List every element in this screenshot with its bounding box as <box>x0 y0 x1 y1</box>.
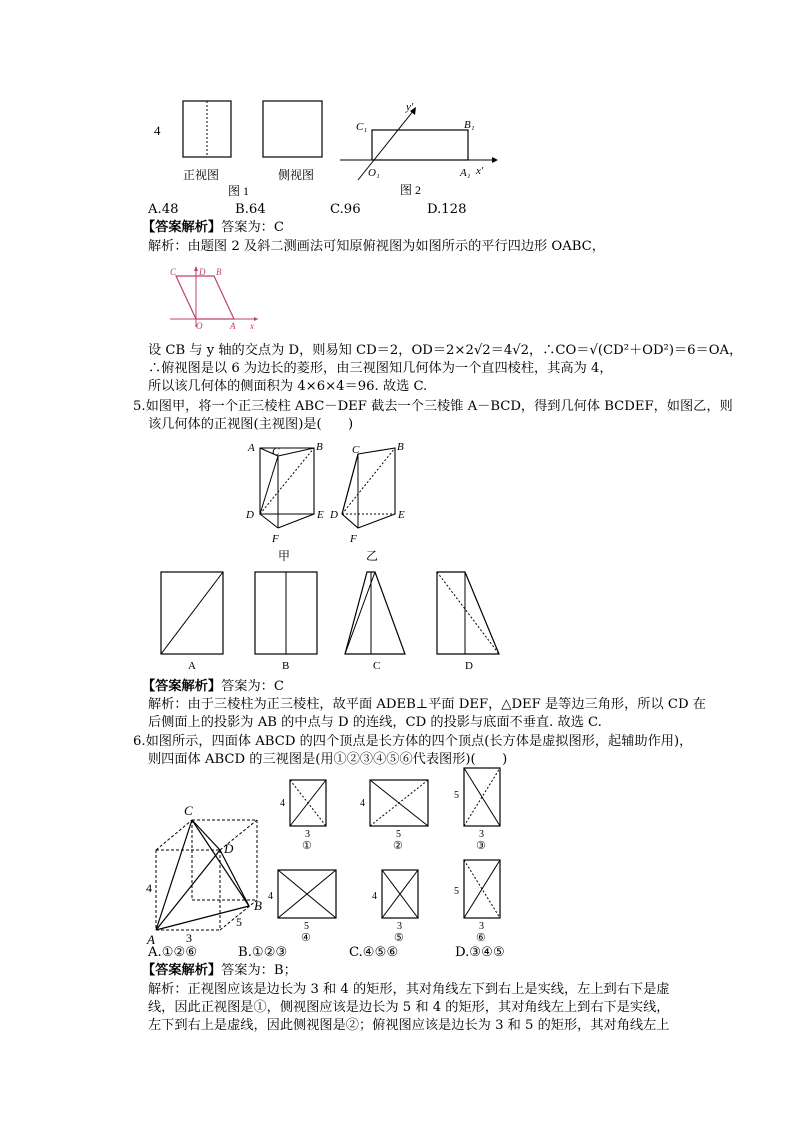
svg-text:5: 5 <box>304 921 309 932</box>
svg-text:F: F <box>272 533 279 545</box>
svg-text:3: 3 <box>479 921 484 932</box>
q6-stem-2: 则四面体 ABCD 的三视图是(用①②③④⑤⑥代表图形)( ) <box>148 752 508 767</box>
figure2-caption: 图 2 <box>400 183 422 197</box>
q5-analysis-1: 解析：由于三棱柱为正三棱柱，故平面 ADEB⊥平面 DEF，△DEF 是等边三角形，所以 CD 在 <box>148 697 706 712</box>
q5-answer-line <box>142 678 284 696</box>
svg-text:B: B <box>254 898 262 913</box>
label-x: x′ <box>476 165 484 177</box>
svg-text:⑤: ⑤ <box>394 932 404 944</box>
q6-option-d: D.③④⑤ <box>455 945 505 960</box>
svg-text:3: 3 <box>397 921 402 932</box>
svg-text:B: B <box>316 441 323 453</box>
q6-option-a: A.①②⑥ <box>148 945 198 960</box>
svg-text:①: ① <box>302 840 312 850</box>
svg-text:⑥: ⑥ <box>476 932 486 944</box>
side-view-caption: 侧视图 <box>278 168 315 182</box>
q5-stem-1: 5.如图甲，将一个正三棱柱 ABC－DEF 截去一个三棱锥 A－BCD，得到几何体 BCDEF，如图乙，则 <box>133 399 733 414</box>
svg-text:C: C <box>184 803 193 818</box>
label-yi: 乙 <box>366 549 379 563</box>
svg-text:E: E <box>317 509 324 521</box>
choice-c-label: C <box>373 660 381 672</box>
label-x-small: x <box>250 321 254 331</box>
q4-figure-2 <box>336 100 498 200</box>
label-b: B <box>216 267 222 277</box>
q4-analysis-4: 所以该几何体的侧面积为 4×6×4＝96. 故选 C. <box>148 379 428 394</box>
fig1-height-label: 4 <box>154 123 161 138</box>
q6-stem-1: 6.如图所示，四面体 ABCD 的四个顶点是长方体的四个顶点(长方体是虚拟图形，起辅助作用)， <box>133 734 693 749</box>
svg-text:3: 3 <box>479 829 484 840</box>
q6-answer: 答案为：B； <box>221 963 297 978</box>
q6-view-4 <box>266 866 346 944</box>
svg-text:4: 4 <box>268 891 273 902</box>
q4-answer-line <box>142 219 284 237</box>
svg-text:C: C <box>352 444 360 456</box>
svg-text:4: 4 <box>372 891 377 902</box>
label-d: D <box>199 267 206 277</box>
svg-text:F: F <box>350 533 357 545</box>
label-a1: A₁ <box>460 167 471 179</box>
svg-text:E: E <box>398 509 405 521</box>
q4-answer: 答案为：C <box>221 220 284 235</box>
q4-analysis-3: ∴俯视图是以 6 为边长的菱形，由三视图知几何体为一个直四棱柱，其高为 4， <box>148 361 613 376</box>
label-c: C <box>170 267 177 277</box>
svg-text:D: D <box>224 841 234 856</box>
choice-a-label: A <box>188 660 196 672</box>
svg-text:A: A <box>147 932 155 947</box>
svg-text:5: 5 <box>236 915 242 929</box>
svg-text:C: C <box>272 446 280 458</box>
rhombus-shape <box>176 276 234 319</box>
q6-view-5 <box>370 866 430 944</box>
q6-box-figure <box>142 800 272 948</box>
q4-figure-1 <box>150 95 340 200</box>
q4-answer-head: 【答案解析】 <box>142 220 222 235</box>
q4-option-d: D.128 <box>427 202 467 217</box>
q5-figure-jia-yi <box>240 436 420 564</box>
svg-text:4: 4 <box>280 798 285 809</box>
svg-text:5: 5 <box>454 886 459 897</box>
q4-option-a: A.48 <box>148 202 179 217</box>
label-o1: O₁ <box>368 167 380 179</box>
choice-b-label: B <box>282 660 290 672</box>
svg-text:B: B <box>397 441 404 453</box>
label-o: O <box>196 321 203 331</box>
q6-analysis-2: 线，因此正视图是①，侧视图应该是边长为 5 和 4 的矩形，其对角线左上到右下是实线， <box>148 1000 670 1015</box>
q6-view-3 <box>452 764 512 850</box>
q4-option-b: B.64 <box>235 202 266 217</box>
svg-text:D: D <box>330 509 338 521</box>
front-view-caption: 正视图 <box>183 168 220 182</box>
q6-view-1 <box>278 776 338 850</box>
svg-text:D: D <box>246 509 254 521</box>
q4-analysis-2: 设 CB 与 y 轴的交点为 D，则易知 CD＝2，OD＝2×2√2＝4√2，∴CO＝√(CD²＋OD²)＝6＝OA， <box>148 343 743 358</box>
q4-rhombus-figure <box>166 262 262 332</box>
svg-text:5: 5 <box>454 790 459 801</box>
svg-text:A: A <box>248 442 255 454</box>
label-b1: B₁ <box>464 119 475 131</box>
q4-analysis-1: 解析：由题图 2 及斜二测画法可知原俯视图为如图所示的平行四边形 OABC， <box>148 239 605 254</box>
q6-analysis-3: 左下到右上是虚线，因此侧视图是②；俯视图应该是边长为 3 和 5 的矩形，其对角线左上 <box>148 1018 670 1033</box>
q6-analysis-1: 解析：正视图应该是边长为 3 和 4 的矩形，其对角线左下到右上是实线，左上到右下是虚 <box>148 982 670 997</box>
q5-stem-2: 该几何体的正视图(主视图)是( ) <box>148 417 354 432</box>
label-y: y′ <box>406 101 414 113</box>
svg-text:3: 3 <box>305 829 310 840</box>
label-c1: C₁ <box>356 121 368 133</box>
svg-text:④: ④ <box>301 932 311 944</box>
choice-d-label: D <box>465 660 473 672</box>
q5-analysis-2: 后侧面上的投影为 AB 的中点与 D 的连线，CD 的投影与底面不垂直. 故选 C. <box>148 715 602 730</box>
q6-view-2 <box>358 776 438 850</box>
side-view-rect <box>263 101 322 157</box>
q6-view-6 <box>452 856 512 944</box>
q5-answer-head: 【答案解析】 <box>142 679 222 694</box>
q5-choices-figure <box>155 568 510 674</box>
svg-text:4: 4 <box>146 881 152 895</box>
svg-text:5: 5 <box>396 829 401 840</box>
q6-option-c: C.④⑤⑥ <box>349 945 399 960</box>
q4-option-c: C.96 <box>330 202 361 217</box>
x-axis-arrow <box>492 157 498 163</box>
label-jia: 甲 <box>278 549 291 563</box>
svg-text:4: 4 <box>360 798 365 809</box>
svg-text:③: ③ <box>476 840 486 850</box>
q6-option-b: B.①②③ <box>238 945 288 960</box>
q5-answer: 答案为：C <box>221 679 284 694</box>
figure1-caption: 图 1 <box>228 184 250 198</box>
q6-answer-line <box>142 962 297 980</box>
svg-text:②: ② <box>393 840 403 850</box>
q6-answer-head: 【答案解析】 <box>142 963 222 978</box>
label-a: A <box>230 321 236 331</box>
svg-text:3: 3 <box>186 931 192 945</box>
